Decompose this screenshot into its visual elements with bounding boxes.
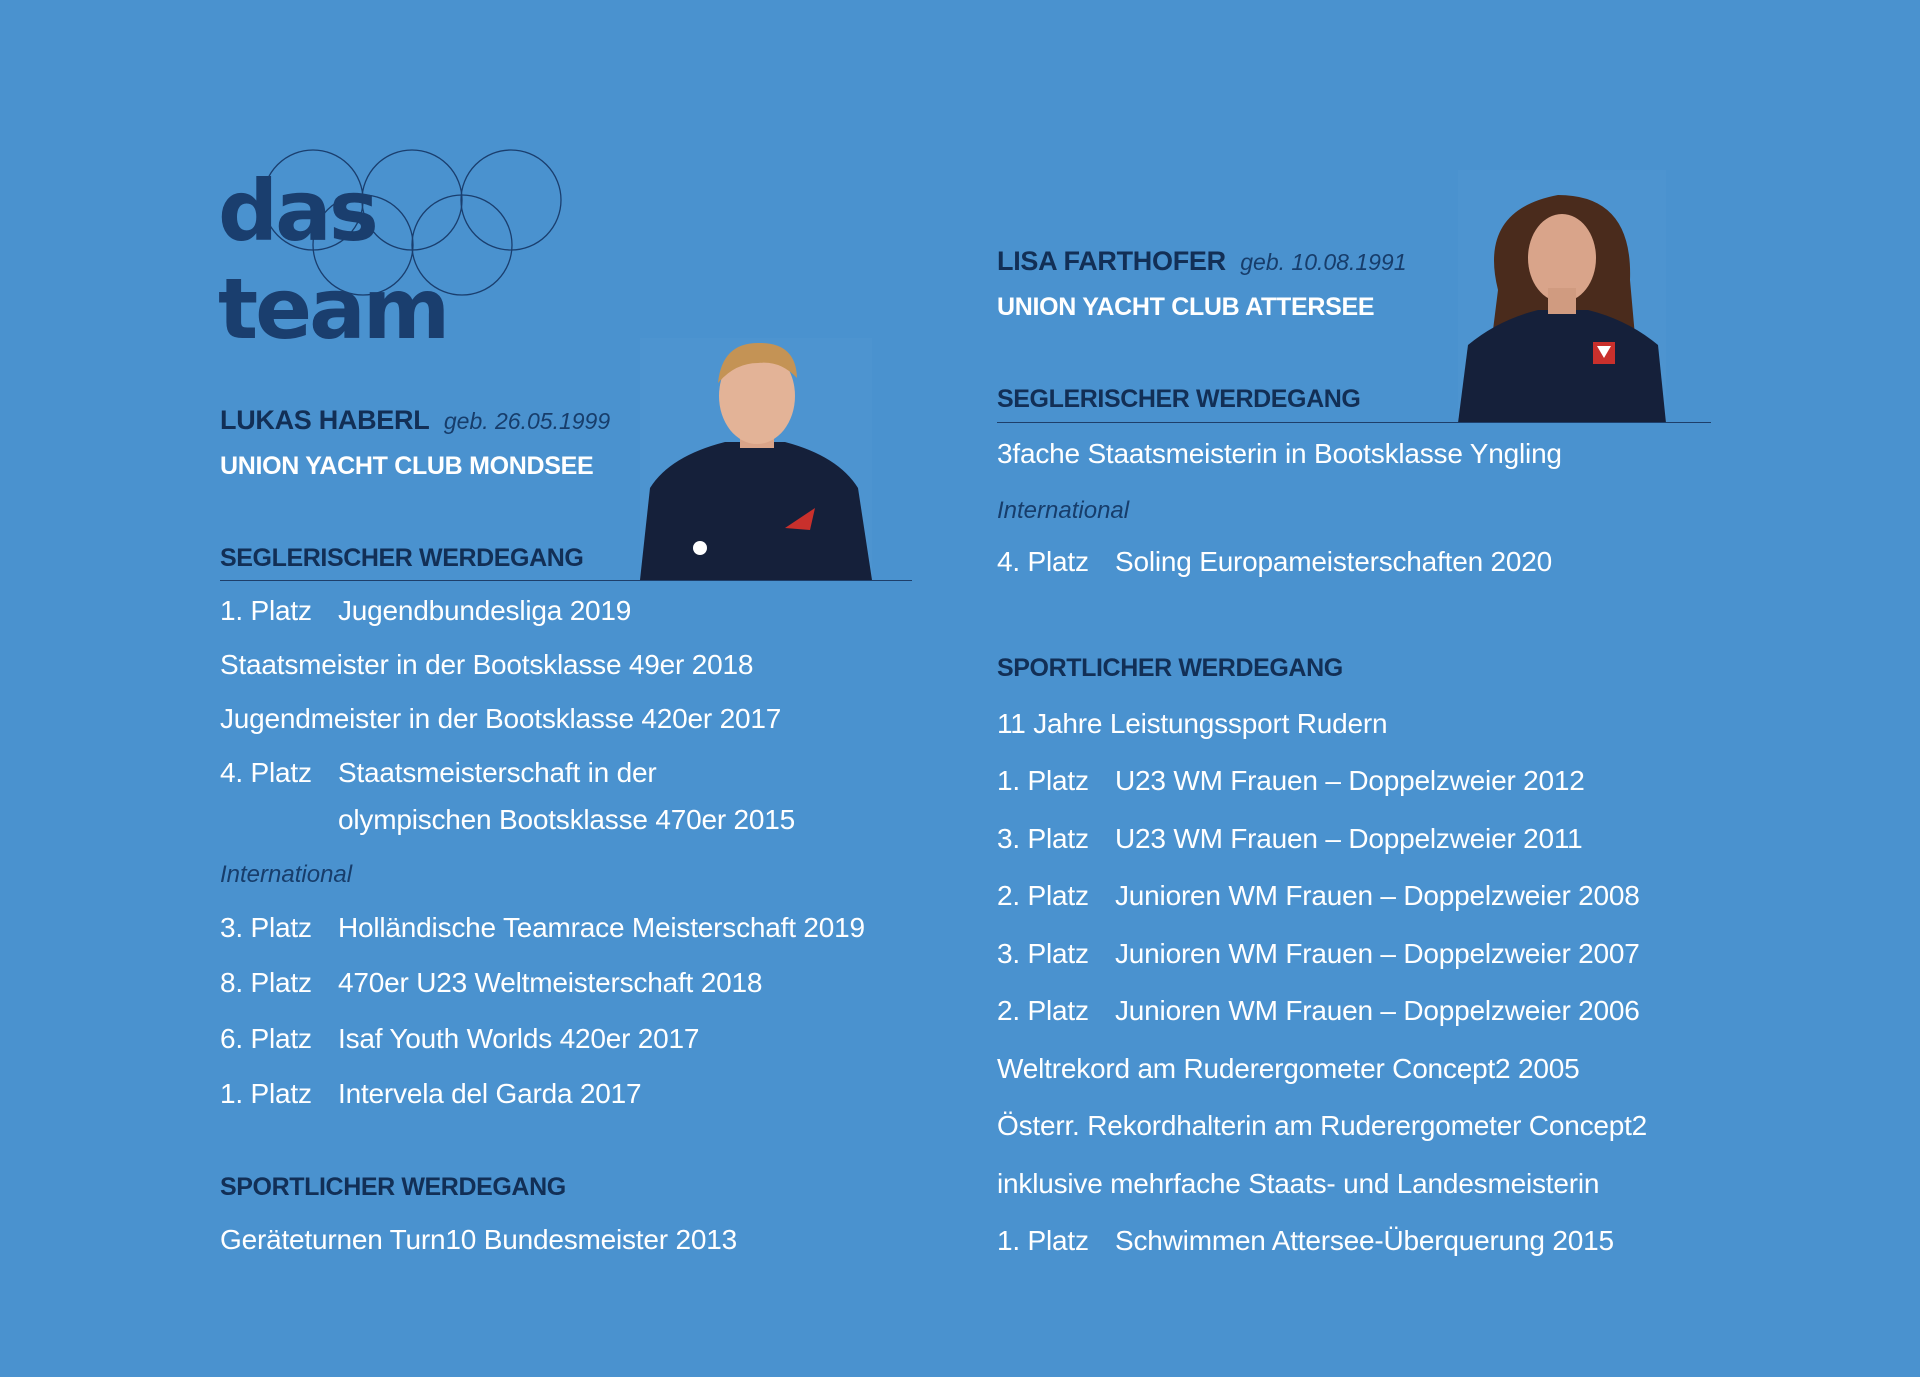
- result-text: Intervela del Garda 2017: [338, 1078, 642, 1109]
- athlete-name-line: [997, 246, 1407, 277]
- result-text: Jugendbundesliga 2019: [338, 595, 632, 626]
- result-text: Österr. Rekordhalterin am Ruderergometer Concept2: [997, 1110, 1648, 1141]
- result-place: 2. Platz: [997, 995, 1089, 1026]
- result-place: 3. Platz: [220, 912, 312, 943]
- sailing-heading: SEGLERISCHER WERDEGANG: [220, 544, 584, 572]
- result-place: 1. Platz: [997, 765, 1089, 796]
- result-row: [997, 880, 1640, 912]
- result-text: Junioren WM Frauen – Doppelzweier 2008: [1115, 880, 1640, 911]
- result-row: [220, 1078, 641, 1110]
- result-text: inklusive mehrfache Staats- und Landesmeisterin: [997, 1168, 1600, 1199]
- result-text: Staatsmeister in der Bootsklasse 49er 2018: [220, 649, 754, 680]
- result-place: 3. Platz: [997, 938, 1089, 969]
- result-row: [220, 912, 865, 944]
- athlete-photo-lukas: [640, 338, 872, 580]
- result-row: [997, 1225, 1614, 1257]
- athlete-photo-lisa: [1458, 170, 1666, 423]
- result-place: 6. Platz: [220, 1023, 312, 1054]
- result-row: [220, 967, 762, 999]
- result-place: 1. Platz: [220, 1078, 312, 1109]
- result-text: Soling Europameisterschaften 2020: [1115, 546, 1553, 577]
- sports-heading: SPORTLICHER WERDEGANG: [220, 1173, 566, 1201]
- result-text: U23 WM Frauen – Doppelzweier 2011: [1115, 823, 1583, 854]
- athlete-name: LUKAS HABERL: [220, 405, 430, 435]
- sports-heading: SPORTLICHER WERDEGANG: [997, 654, 1343, 682]
- result-text: Schwimmen Attersee-Überquerung 2015: [1115, 1225, 1614, 1256]
- result-row: [997, 1110, 1647, 1142]
- result-text: 470er U23 Weltmeisterschaft 2018: [338, 967, 763, 998]
- result-row: [220, 757, 796, 847]
- result-place: 4. Platz: [997, 546, 1089, 577]
- result-text: Geräteturnen Turn10 Bundesmeister 2013: [220, 1224, 737, 1255]
- section-divider: [220, 580, 912, 581]
- result-row: [220, 703, 781, 735]
- result-row: [997, 995, 1640, 1027]
- result-row: [997, 438, 1562, 470]
- result-row: [997, 1168, 1599, 1200]
- result-row: [997, 708, 1387, 740]
- result-row: [997, 938, 1640, 970]
- international-label: International: [220, 861, 353, 888]
- result-row: [220, 595, 631, 627]
- result-row: [220, 1224, 737, 1256]
- logo-text: das team: [218, 162, 448, 358]
- result-text: Isaf Youth Worlds 420er 2017: [338, 1023, 700, 1054]
- result-place: 4. Platz: [220, 757, 312, 788]
- result-text: Staatsmeisterschaft in der: [338, 757, 657, 788]
- result-text: Junioren WM Frauen – Doppelzweier 2007: [1115, 938, 1640, 969]
- club-name: UNION YACHT CLUB ATTERSEE: [997, 293, 1375, 321]
- result-place: 2. Platz: [997, 880, 1089, 911]
- sailing-heading: SEGLERISCHER WERDEGANG: [997, 385, 1361, 413]
- result-text: Jugendmeister in der Bootsklasse 420er 2017: [220, 703, 782, 734]
- result-text: U23 WM Frauen – Doppelzweier 2012: [1115, 765, 1585, 796]
- result-text: 11 Jahre Leistungssport Rudern: [997, 708, 1388, 739]
- result-row: [997, 1053, 1580, 1085]
- result-place: 3. Platz: [997, 823, 1089, 854]
- result-text: Holländische Teamrace Meisterschaft 2019: [338, 912, 865, 943]
- international-label: International: [997, 497, 1130, 524]
- result-text-continued: olympischen Bootsklasse 470er 2015: [338, 804, 796, 835]
- section-divider: [997, 422, 1711, 423]
- athlete-name: LISA FARTHOFER: [997, 246, 1226, 276]
- result-place: 8. Platz: [220, 967, 312, 998]
- result-row: [997, 765, 1585, 797]
- result-text: Junioren WM Frauen – Doppelzweier 2006: [1115, 995, 1640, 1026]
- birth-date: geb. 26.05.1999: [443, 408, 611, 434]
- das-team-logo: [218, 148, 618, 358]
- result-text: 3fache Staatsmeisterin in Bootsklasse Yngling: [997, 438, 1562, 469]
- result-row: [997, 546, 1552, 578]
- result-row: [220, 649, 753, 681]
- result-row: [220, 1023, 699, 1055]
- result-text: Weltrekord am Ruderergometer Concept2 2005: [997, 1053, 1580, 1084]
- athlete-name-line: [220, 405, 610, 436]
- result-place: 1. Platz: [220, 595, 312, 626]
- result-place: 1. Platz: [997, 1225, 1089, 1256]
- club-name: UNION YACHT CLUB MONDSEE: [220, 452, 594, 480]
- result-row: [997, 823, 1583, 855]
- birth-date: geb. 10.08.1991: [1240, 249, 1407, 275]
